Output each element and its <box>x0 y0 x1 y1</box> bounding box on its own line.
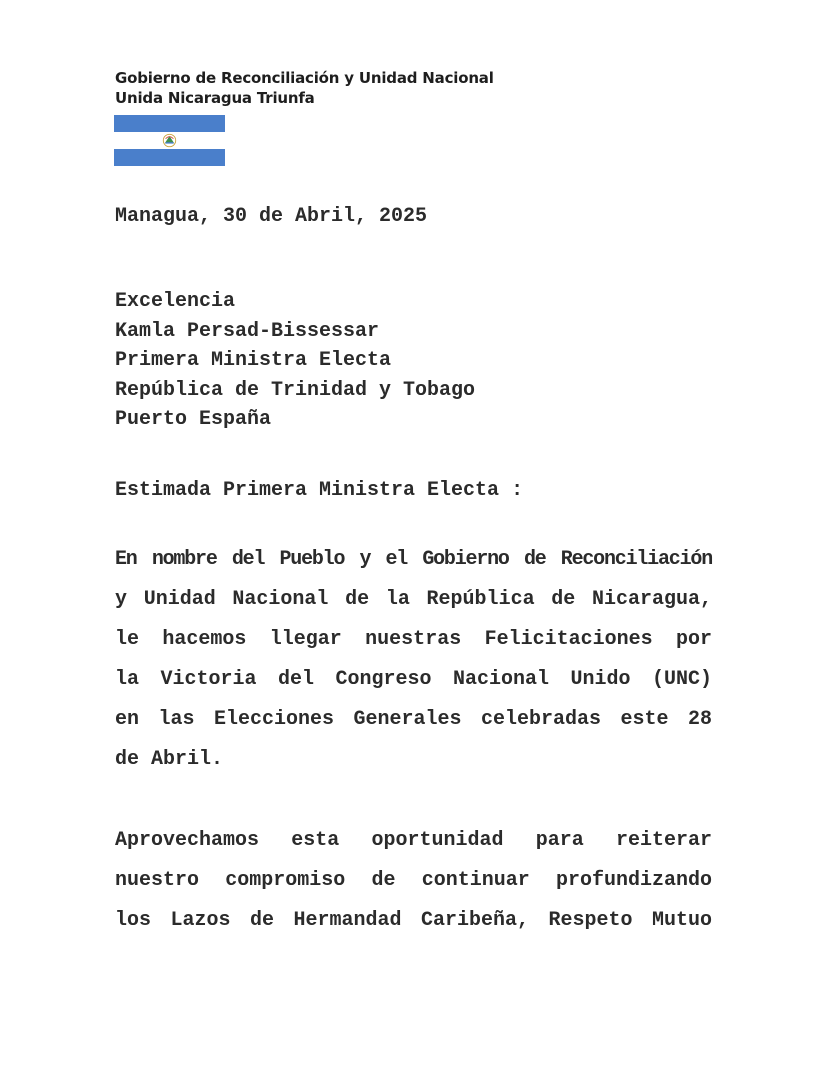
paragraph-line: la Victoria del Congreso Nacional Unido (UNC) <box>115 668 712 691</box>
recipient-country: República de Trinidad y Tobago <box>115 378 476 402</box>
recipient-block <box>115 287 475 435</box>
recipient-title: Primera Ministra Electa <box>115 349 392 372</box>
body-paragraph-congratulations <box>115 540 712 780</box>
salutation: Estimada Primera Ministra Electa : <box>115 479 524 502</box>
paragraph-line: En nombre del Pueblo y el Gobierno de Reconciliación <box>115 548 712 571</box>
letterhead-slogan: Unida Nicaragua Triunfa <box>115 89 315 107</box>
letter-date: Managua, 30 de Abril, 2025 <box>115 205 428 228</box>
paragraph-line: nuestro compromiso de continuar profundizando <box>115 869 712 892</box>
paragraph-line: y Unidad Nacional de la República de Nicaragua, <box>115 588 712 611</box>
paragraph-line: le hacemos llegar nuestras Felicitaciones por <box>115 628 712 651</box>
letterhead <box>115 68 494 108</box>
paragraph-line: Aprovechamos esta oportunidad para reiterar <box>115 829 712 852</box>
paragraph-line: los Lazos de Hermandad Caribeña, Respeto Mutuo <box>115 909 712 932</box>
nicaragua-flag-icon <box>114 115 225 166</box>
letterhead-government-name: Gobierno de Reconciliación y Unidad Nacional <box>115 69 494 87</box>
paragraph-line: de Abril. <box>115 748 224 771</box>
recipient-honorific: Excelencia <box>115 290 236 313</box>
body-paragraph-commitment <box>115 821 712 941</box>
recipient-city: Puerto España <box>115 408 272 431</box>
recipient-name: Kamla Persad-Bissessar <box>115 319 380 343</box>
paragraph-line: en las Elecciones Generales celebradas este 28 <box>115 708 712 731</box>
